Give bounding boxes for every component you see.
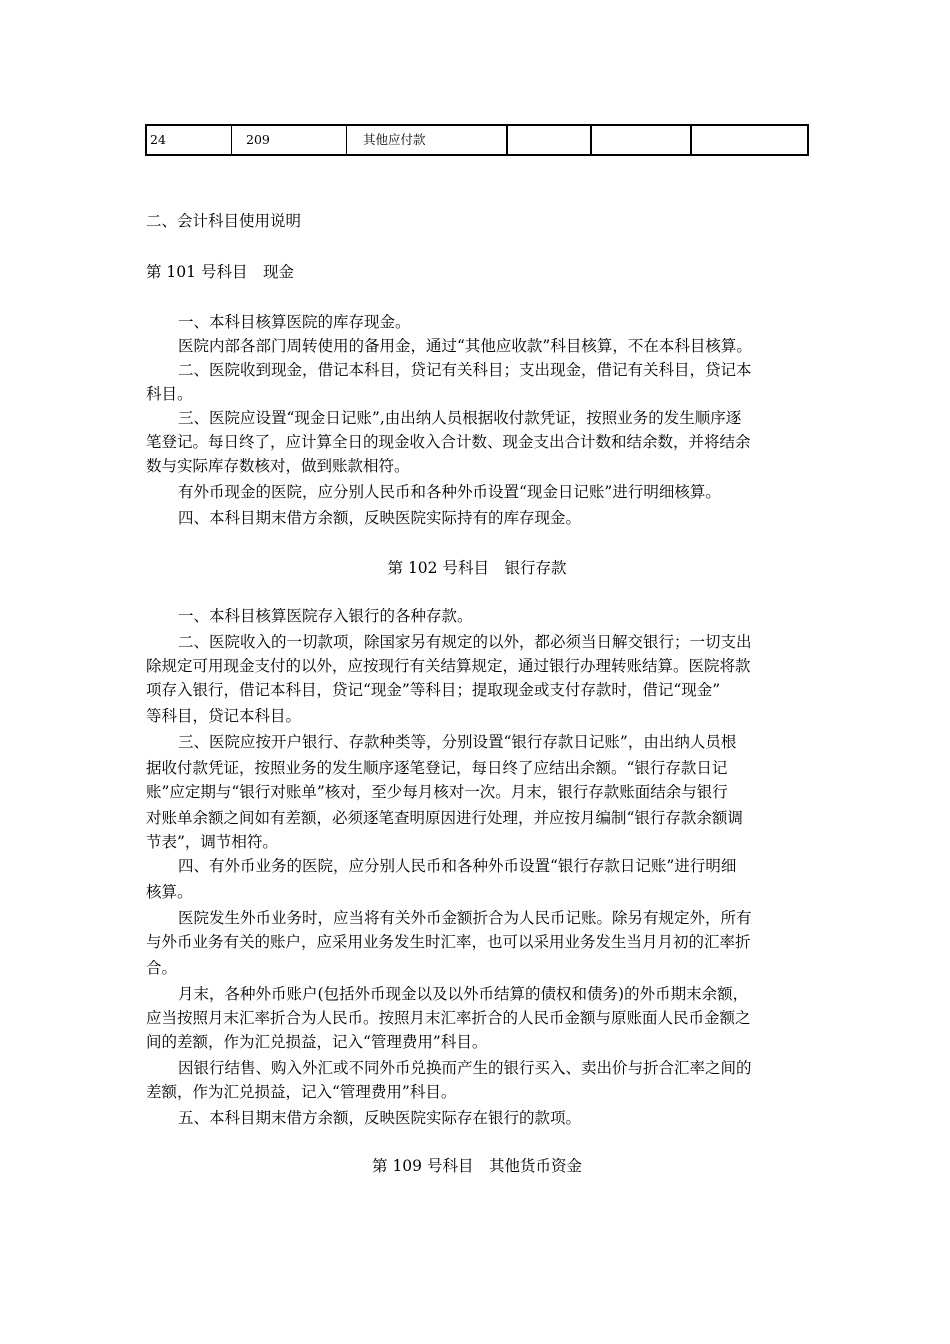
paragraph-line: 一、本科目核算医院的库存现金。: [178, 313, 411, 331]
paragraph-line: 四、本科目期末借方余额，反映医院实际持有的库存现金。: [178, 509, 582, 527]
table-cell-empty: [691, 126, 807, 154]
paragraph-line: 对账单余额之间如有差额，必须逐笔查明原因进行处理，并应按月编制“银行存款余额调: [146, 809, 743, 827]
paragraph-line: 等科目，贷记本科目。: [146, 707, 302, 725]
paragraph-line: 核算。: [146, 883, 193, 901]
section-title: 二、会计科目使用说明: [146, 212, 302, 230]
paragraph-line: 应当按照月末汇率折合为人民币。按照月末汇率折合的人民币金额与原账面人民币金额之: [146, 1009, 751, 1027]
paragraph-line: 科目。: [146, 385, 193, 403]
paragraph-line: 月末，各种外币账户(包括外币现金以及以外币结算的债权和债务)的外币期末余额，: [178, 985, 749, 1003]
paragraph-line: 有外币现金的医院，应分别人民币和各种外币设置“现金日记账”进行明细核算。: [178, 483, 721, 501]
paragraph-line: 四、有外币业务的医院，应分别人民币和各种外币设置“银行存款日记账”进行明细: [178, 857, 737, 875]
paragraph-line: 二、医院收到现金，借记本科目，贷记有关科目；支出现金，借记有关科目，贷记本: [178, 361, 752, 379]
paragraph-line: 账”应定期与“银行对账单”核对，至少每月核对一次。月末，银行存款账面结余与银行: [146, 783, 728, 801]
paragraph-line: 医院内部各部门周转使用的备用金，通过“其他应收款”科目核算，不在本科目核算。: [178, 337, 752, 355]
paragraph-line: 项存入银行，借记本科目，贷记“现金”等科目；提取现金或支付存款时，借记“现金”: [146, 681, 721, 699]
paragraph-line: 合。: [146, 959, 178, 977]
paragraph-line: 三、医院应设置“现金日记账”,由出纳人员根据收付款凭证，按照业务的发生顺序逐: [178, 409, 742, 427]
subject-109-title: 第 109 号科目 其他货币资金: [372, 1157, 582, 1175]
subject-102-title: 第 102 号科目 银行存款: [387, 559, 567, 577]
paragraph-line: 一、本科目核算医院存入银行的各种存款。: [178, 607, 473, 625]
table-cell-empty: [507, 126, 591, 154]
table-cell-empty: [591, 126, 691, 154]
subject-101-title: 第 101 号科目 现金: [146, 263, 294, 281]
paragraph-line: 笔登记。每日终了，应计算全日的现金收入合计数、现金支出合计数和结余数，并将结余: [146, 433, 751, 451]
paragraph-line: 数与实际库存数核对，做到账款相符。: [146, 457, 410, 475]
paragraph-line: 据收付款凭证，按照业务的发生顺序逐笔登记，每日终了应结出余额。“银行存款日记: [146, 759, 728, 777]
paragraph-line: 因银行结售、购入外汇或不同外币兑换而产生的银行买入、卖出价与折合汇率之间的: [178, 1059, 752, 1077]
table-cell-name: 其他应付款: [347, 126, 507, 154]
paragraph-line: 二、医院收入的一切款项，除国家另有规定的以外，都必须当日解交银行；一切支出: [178, 633, 752, 651]
paragraph-line: 医院发生外币业务时，应当将有关外币金额折合为人民币记账。除另有规定外，所有: [178, 909, 752, 927]
paragraph-line: 除规定可用现金支付的以外，应按现行有关结算规定，通过银行办理转账结算。医院将款: [146, 657, 751, 675]
paragraph-line: 五、本科目期末借方余额，反映医院实际存在银行的款项。: [178, 1109, 582, 1127]
paragraph-line: 间的差额，作为汇兑损益，记入“管理费用”科目。: [146, 1033, 488, 1051]
paragraph-line: 与外币业务有关的账户，应采用业务发生时汇率，也可以采用业务发生当月月初的汇率折: [146, 933, 751, 951]
paragraph-line: 三、医院应按开户银行、存款种类等，分别设置“银行存款日记账”，由出纳人员根: [178, 733, 737, 751]
account-table-row: [145, 124, 809, 156]
paragraph-line: 节表”，调节相符。: [146, 833, 278, 851]
table-cell-seq: 24: [147, 126, 232, 154]
table-cell-code: 209: [232, 126, 347, 154]
paragraph-line: 差额，作为汇兑损益，记入“管理费用”科目。: [146, 1083, 457, 1101]
